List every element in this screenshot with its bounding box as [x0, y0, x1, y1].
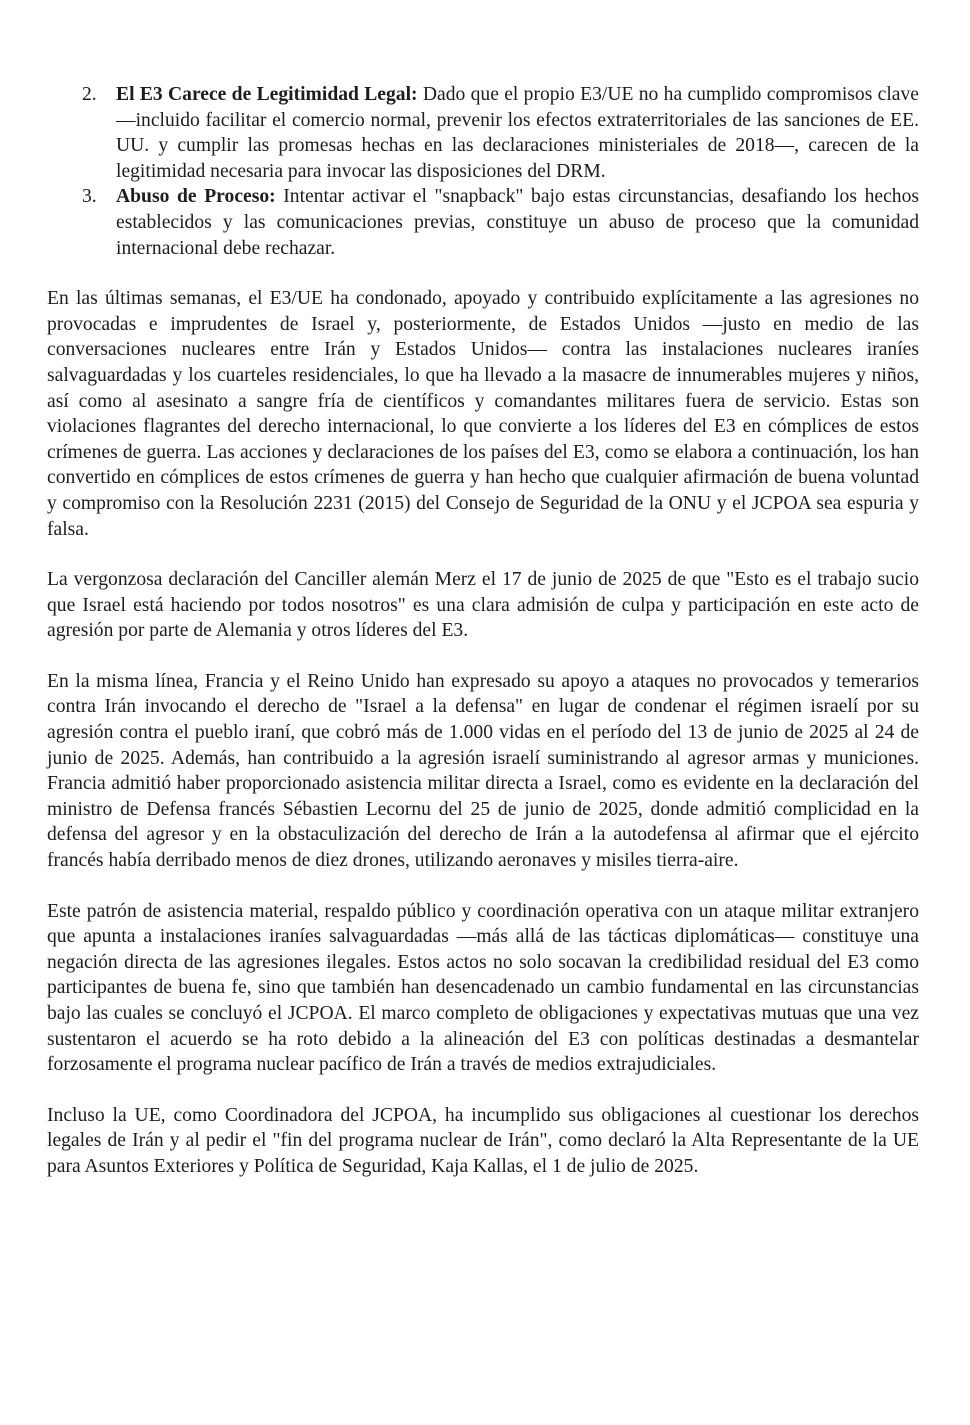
body-paragraph: La vergonzosa declaración del Canciller alemán Merz el 17 de junio de 2025 de que "Esto es el trabajo sucio que Israel está haciendo por todos nosotros" es una clara admisión de culpa y participación en este acto de agresión por parte de Alemania y otros líderes del E3. [47, 569, 919, 642]
list-item-number: 3. [82, 186, 97, 208]
list-item-heading: El E3 Carece de Legitimidad Legal: [116, 84, 418, 105]
document-page [47, 82, 919, 1180]
list-item-text: Intentar activar el "snapback" bajo estas circunstancias, desafiando los hechos establecidos y las comunicaciones previas, constituye un abuso de proceso que la comunidad internacional debe rechazar. [116, 186, 919, 259]
body-paragraph: Este patrón de asistencia material, respaldo público y coordinación operativa con un ataque militar extranjero que apunta a instalaciones iraníes salvaguardadas —más allá de las tácticas diplomáticas— constituye una negación directa de las agresiones ilegales. Estos actos no solo socavan la credibilidad residual del E3 como participantes de buena fe, sino que también han desencadenado un cambio fundamental en las circunstancias bajo las cuales se concluyó el JCPOA. El marco completo de obligaciones y expectativas mutuas que una vez sustentaron el acuerdo se ha roto debido a la alineación del E3 con políticas destinadas a desmantelar forzosamente el programa nuclear pacífico de Irán a través de medios extrajudiciales. [47, 900, 919, 1076]
list-item [47, 184, 919, 261]
numbered-list [47, 82, 919, 261]
body-paragraph: En la misma línea, Francia y el Reino Unido han expresado su apoyo a ataques no provocados y temerarios contra Irán invocando el derecho de "Israel a la defensa" en lugar de condenar el régimen israelí por su agresión contra el pueblo iraní, que cobró más de 1.000 vidas en el período del 13 de junio de 2025 al 24 de junio de 2025. Además, han contribuido a la agresión israelí suministrando al agresor armas y municiones. Francia admitió haber proporcionado asistencia militar directa a Israel, como es evidente en la declaración del ministro de Defensa francés Sébastien Lecornu del 25 de junio de 2025, donde admitió complicidad en la defensa del agresor y en la obstaculización del derecho de Irán a la autodefensa al afirmar que el ejército francés había derribado menos de diez drones, utilizando aeronaves y misiles tierra-aire. [47, 670, 919, 872]
list-item-number: 2. [82, 84, 97, 105]
list-item [47, 82, 919, 184]
list-item-heading: Abuso de Proceso: [116, 186, 276, 208]
body-paragraph: Incluso la UE, como Coordinadora del JCPOA, ha incumplido sus obligaciones al cuestionar los derechos legales de Irán y al pedir el "fin del programa nuclear de Irán", como declaró la Alta Representante de la UE para Asuntos Exteriores y Política de Seguridad, Kaja Kallas, el 1 de julio de 2025. [47, 1104, 919, 1177]
body-paragraph: En las últimas semanas, el E3/UE ha condonado, apoyado y contribuido explícitamente a las agresiones no provocadas e imprudentes de Israel y, posteriormente, de Estados Unidos —justo en medio de las conversaciones nucleares entre Irán y Estados Unidos— contra las instalaciones nucleares iraníes salvaguardadas y los cuarteles residenciales, lo que ha llevado a la masacre de innumerables mujeres y niños, así como al asesinato a sangre fría de científicos y comandantes militares fuera de servicio. Estas son violaciones flagrantes del derecho internacional, lo que convierte a los líderes del E3 en cómplices de estos crímenes de guerra. Las acciones y declaraciones de los países del E3, como se elabora a continuación, los han convertido en cómplices de estos crímenes de guerra y han hecho que cualquier afirmación de buena voluntad y compromiso con la Resolución 2231 (2015) del Consejo de Seguridad de la ONU y el JCPOA sea espuria y falsa. [47, 288, 919, 540]
list-item-text: Dado que el propio E3/UE no ha cumplido compromisos clave —incluido facilitar el comercio normal, prevenir los efectos extraterritoriales de las sanciones de EE. UU. y cumplir las promesas hechas en las declaraciones ministeriales de 2018—, carecen de la legitimidad necesaria para invocar las disposiciones del DRM. [116, 84, 919, 182]
